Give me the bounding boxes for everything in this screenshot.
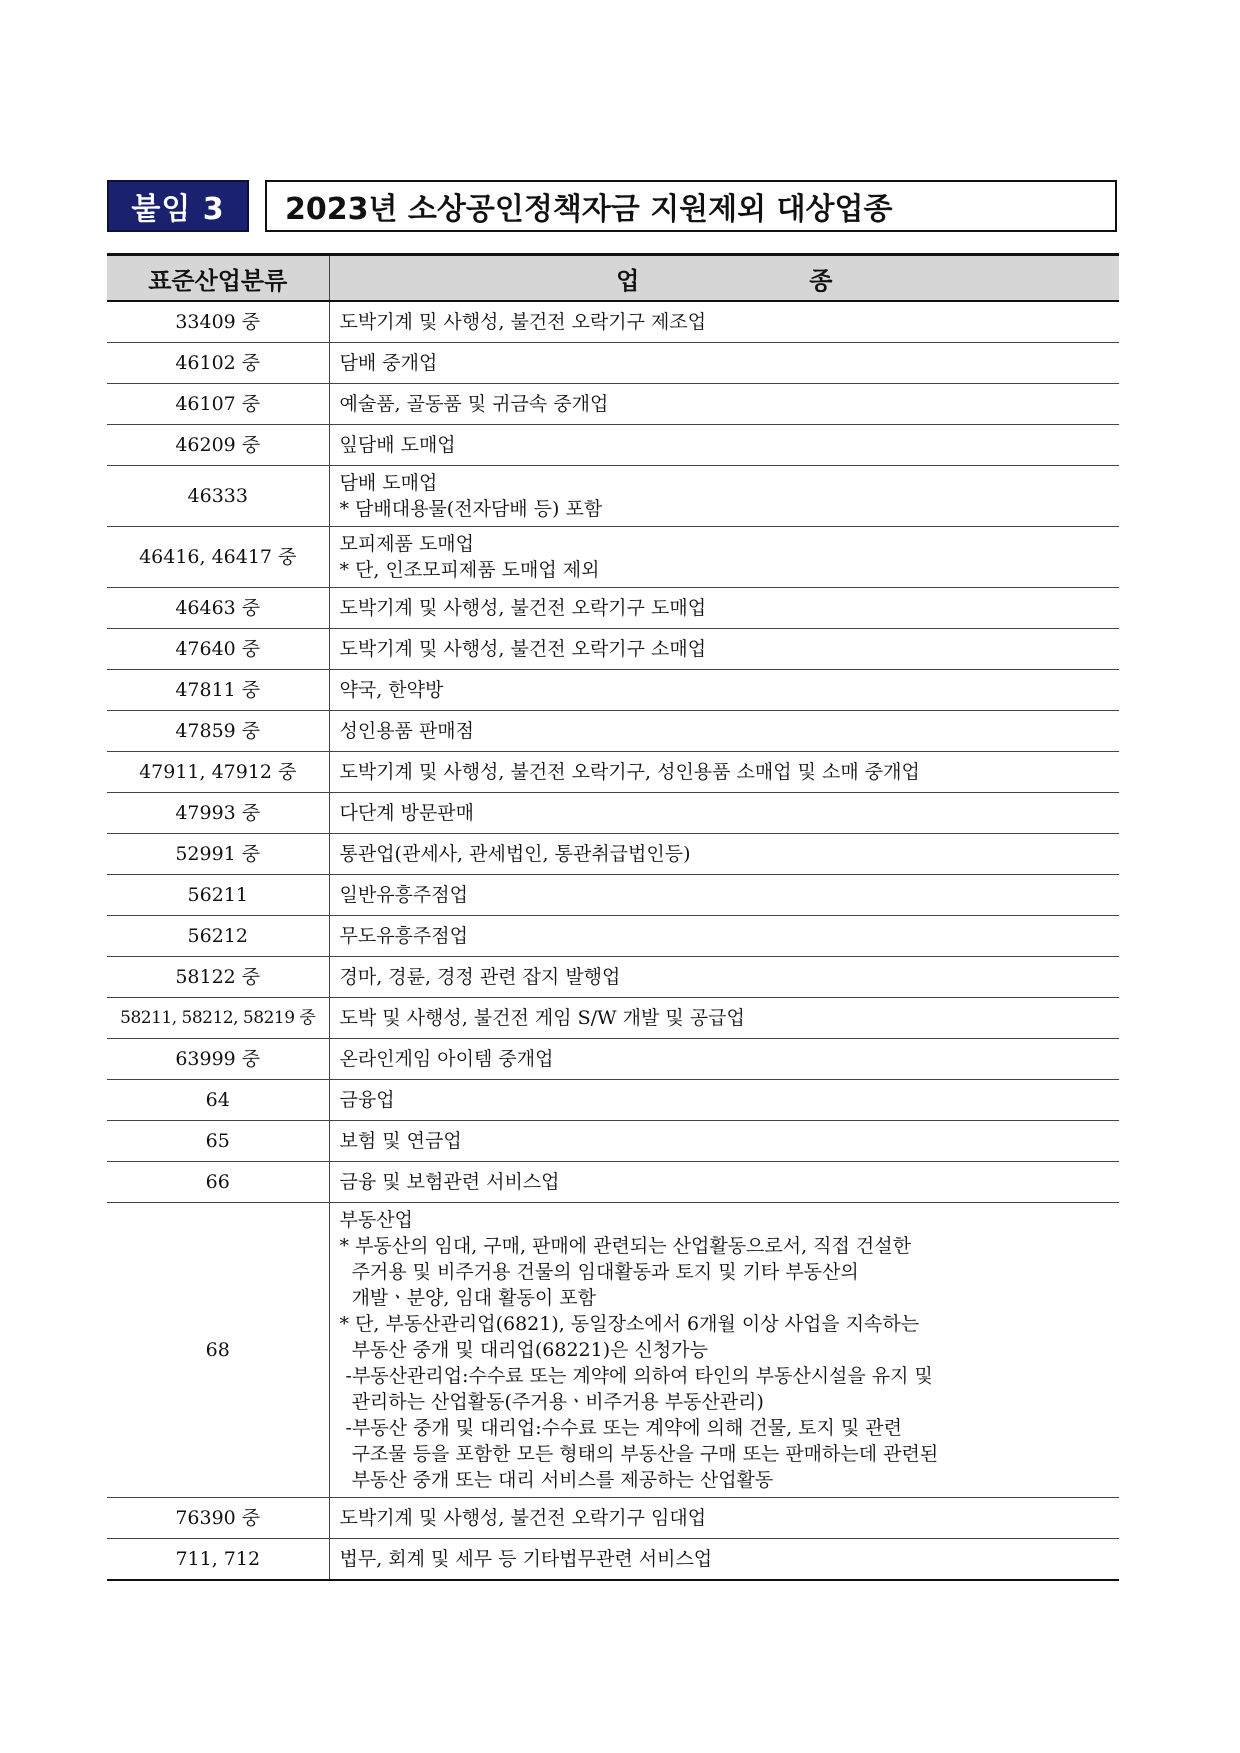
industry-code-cell: 46333	[107, 466, 329, 527]
description-line: 성인용품 판매점	[339, 720, 475, 742]
table-header-row	[107, 255, 1119, 302]
industry-code-cell: 58122 중	[107, 957, 329, 998]
industry-description-cell	[329, 588, 1119, 629]
industry-description-cell	[329, 425, 1119, 466]
table-row	[107, 834, 1119, 875]
description-line: 금융 및 보험관련 서비스업	[339, 1171, 560, 1193]
table-row	[107, 1121, 1119, 1162]
column-header-industry-part2: 종	[809, 266, 833, 295]
table-row	[107, 425, 1119, 466]
table-row	[107, 752, 1119, 793]
description-line: * 담배대용물(전자담배 등) 포함	[339, 498, 603, 520]
table-row	[107, 527, 1119, 588]
industry-code-cell: 47911, 47912 중	[107, 752, 329, 793]
industry-description-cell	[329, 875, 1119, 916]
industry-description-cell	[329, 1498, 1119, 1539]
industry-description-cell	[329, 711, 1119, 752]
industry-description-cell	[329, 301, 1119, 343]
industry-description-cell	[329, 1080, 1119, 1121]
description-line: 통관업(관세사, 관세법인, 통관취급법인등)	[339, 843, 691, 865]
description-line: 일반유흥주점업	[339, 884, 468, 906]
description-line: 관리하는 산업활동(주거용ㆍ비주거용 부동산관리)	[339, 1391, 764, 1413]
description-line: * 부동산의 임대, 구매, 판매에 관련되는 산업활동으로서, 직접 건설한	[339, 1235, 911, 1257]
description-line: 부동산 중개 및 대리업(68221)은 신청가능	[339, 1339, 708, 1361]
industry-code-cell: 63999 중	[107, 1039, 329, 1080]
description-line: -부동산 중개 및 대리업:수수료 또는 계약에 의해 건물, 토지 및 관련	[339, 1417, 903, 1439]
industry-description-cell	[329, 466, 1119, 527]
industry-code-cell: 64	[107, 1080, 329, 1121]
industry-description-cell	[329, 793, 1119, 834]
industry-code-cell: 58211, 58212, 58219 중	[107, 998, 329, 1039]
table-row	[107, 629, 1119, 670]
industry-code-cell: 46102 중	[107, 343, 329, 384]
description-line: 담배 중개업	[339, 352, 438, 374]
page-title: 2023년 소상공인정책자금 지원제외 대상업종	[265, 180, 1117, 232]
description-line: 주거용 및 비주거용 건물의 임대활동과 토지 및 기타 부동산의	[339, 1261, 859, 1283]
description-line: 부동산업	[339, 1209, 413, 1231]
industry-code-cell: 65	[107, 1121, 329, 1162]
description-line: 잎담배 도매업	[339, 434, 456, 456]
industry-code-cell: 52991 중	[107, 834, 329, 875]
industry-code-cell: 76390 중	[107, 1498, 329, 1539]
industry-code-cell: 47640 중	[107, 629, 329, 670]
industry-description-cell	[329, 1039, 1119, 1080]
industry-description-cell	[329, 670, 1119, 711]
industry-code-cell: 46416, 46417 중	[107, 527, 329, 588]
table-row	[107, 1162, 1119, 1203]
description-line: 법무, 회계 및 세무 등 기타법무관련 서비스업	[339, 1548, 713, 1570]
industry-code-cell: 47859 중	[107, 711, 329, 752]
description-line: 도박 및 사행성, 불건전 게임 S/W 개발 및 공급업	[339, 1007, 745, 1029]
industry-description-cell	[329, 384, 1119, 425]
industry-description-cell	[329, 998, 1119, 1039]
industry-code-cell: 47993 중	[107, 793, 329, 834]
industry-code-cell: 47811 중	[107, 670, 329, 711]
description-line: 도박기계 및 사행성, 불건전 오락기구 소매업	[339, 638, 707, 660]
industry-code-cell: 56211	[107, 875, 329, 916]
industry-code-cell: 46463 중	[107, 588, 329, 629]
industry-description-cell	[329, 1539, 1119, 1581]
table-row	[107, 711, 1119, 752]
description-line: * 단, 부동산관리업(6821), 동일장소에서 6개월 이상 사업을 지속하는	[339, 1313, 920, 1335]
description-line: * 단, 인조모피제품 도매업 제외	[339, 559, 600, 581]
industry-description-cell	[329, 834, 1119, 875]
attachment-badge: 붙임 3	[107, 180, 249, 232]
table-row	[107, 1039, 1119, 1080]
description-line: 온라인게임 아이템 중개업	[339, 1048, 554, 1070]
table-row	[107, 588, 1119, 629]
description-line: 무도유흥주점업	[339, 925, 468, 947]
table-row	[107, 793, 1119, 834]
industry-description-cell	[329, 957, 1119, 998]
table-row	[107, 1080, 1119, 1121]
description-line: 개발ㆍ분양, 임대 활동이 포함	[339, 1287, 596, 1309]
table-row	[107, 343, 1119, 384]
industry-code-cell: 56212	[107, 916, 329, 957]
description-line: 경마, 경륜, 경정 관련 잡지 발행업	[339, 966, 621, 988]
description-line: 도박기계 및 사행성, 불건전 오락기구 제조업	[339, 311, 707, 333]
description-line: 도박기계 및 사행성, 불건전 오락기구 임대업	[339, 1507, 707, 1529]
industry-description-cell	[329, 752, 1119, 793]
excluded-industries-table	[107, 253, 1119, 1581]
industry-description-cell	[329, 343, 1119, 384]
table-row	[107, 998, 1119, 1039]
industry-code-cell: 33409 중	[107, 301, 329, 343]
description-line: 부동산 중개 또는 대리 서비스를 제공하는 산업활동	[339, 1469, 774, 1491]
column-header-industry	[329, 255, 1119, 302]
description-line: -부동산관리업:수수료 또는 계약에 의하여 타인의 부동산시설을 유지 및	[339, 1365, 933, 1387]
description-line: 예술품, 골동품 및 귀금속 중개업	[339, 393, 609, 415]
table-row	[107, 957, 1119, 998]
table-row	[107, 1539, 1119, 1581]
description-line: 보험 및 연금업	[339, 1130, 462, 1152]
industry-code-cell: 66	[107, 1162, 329, 1203]
industry-description-cell	[329, 1162, 1119, 1203]
table-row	[107, 301, 1119, 343]
industry-description-cell	[329, 629, 1119, 670]
table-row	[107, 1498, 1119, 1539]
description-line: 금융업	[339, 1089, 395, 1111]
industry-code-cell: 68	[107, 1203, 329, 1498]
description-line: 구조물 등을 포함한 모든 형태의 부동산을 구매 또는 판매하는데 관련된	[339, 1443, 939, 1465]
table-row	[107, 670, 1119, 711]
industry-code-cell: 711, 712	[107, 1539, 329, 1581]
table-row	[107, 916, 1119, 957]
table-row	[107, 466, 1119, 527]
description-line: 모피제품 도매업	[339, 533, 475, 555]
description-line: 담배 도매업	[339, 472, 438, 494]
table-row	[107, 1203, 1119, 1498]
industry-description-cell	[329, 1121, 1119, 1162]
industry-description-cell	[329, 1203, 1119, 1498]
industry-description-cell	[329, 527, 1119, 588]
column-header-classification: 표준산업분류	[107, 255, 329, 302]
industry-description-cell	[329, 916, 1119, 957]
description-line: 도박기계 및 사행성, 불건전 오락기구 도매업	[339, 597, 707, 619]
table-row	[107, 875, 1119, 916]
table-row	[107, 384, 1119, 425]
description-line: 약국, 한약방	[339, 679, 444, 701]
column-header-industry-part1: 업	[616, 266, 640, 295]
description-line: 도박기계 및 사행성, 불건전 오락기구, 성인용품 소매업 및 소매 중개업	[339, 761, 920, 783]
industry-code-cell: 46209 중	[107, 425, 329, 466]
industry-code-cell: 46107 중	[107, 384, 329, 425]
description-line: 다단계 방문판매	[339, 802, 475, 824]
document-header	[107, 180, 1117, 232]
